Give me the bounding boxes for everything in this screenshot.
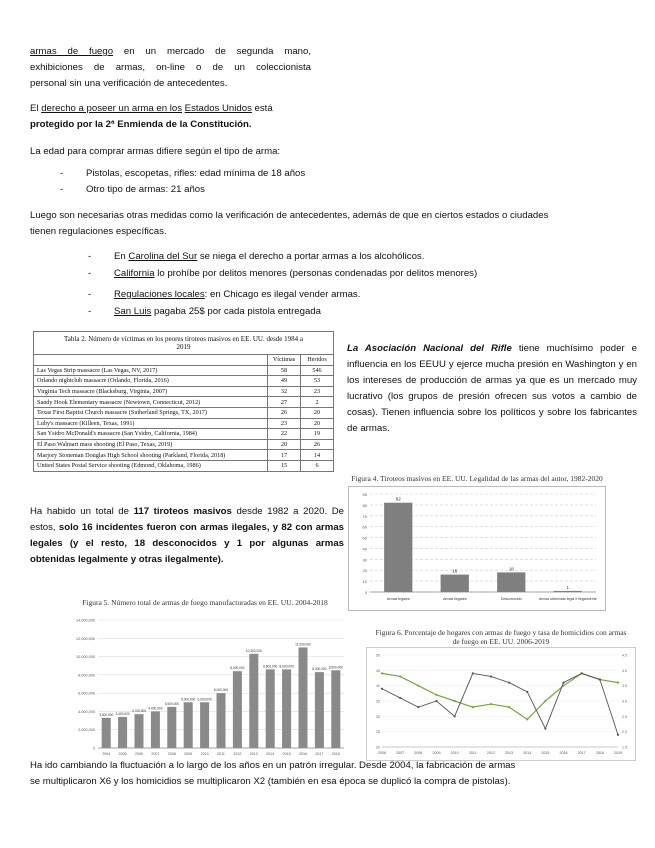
table-cell: 26 — [268, 407, 301, 418]
data-point — [454, 715, 456, 717]
y-right-tick-label: 1.5 — [622, 745, 627, 750]
shootings-paragraph: Ha habido un total de 117 tiroteos masivos desde 1982 a 2020. De estos, solo 16 incidentes fueron con armas ilegales, y 82 con armas legales (y el resto, 18 desconocidos y 1 por algunas armas obtenidas legalmente y otras ilegalmente). — [30, 506, 344, 565]
y-left-tick-label: 35 — [376, 699, 380, 704]
data-label: 82 — [395, 496, 401, 502]
x-tick-label: 2013 — [249, 752, 258, 756]
table-cell: 20 — [301, 418, 334, 429]
list-item: - San Luis pagaba 25$ por cada pistola entregada — [88, 303, 628, 320]
link-california[interactable]: California — [114, 268, 155, 279]
figure-6 — [366, 628, 636, 761]
age-intro: La edad para comprar armas difiere según el tipo de arma: — [30, 146, 281, 157]
bar — [315, 672, 324, 748]
x-tick-label: 2018 — [331, 752, 340, 756]
data-point — [472, 672, 474, 674]
y-tick-label: 90 — [362, 492, 367, 497]
chart-frame — [367, 648, 636, 761]
y-right-tick-label: 3.0 — [622, 699, 627, 704]
y-tick-label: 8,000,000 — [78, 673, 95, 678]
y-left-tick-label: 45 — [376, 668, 380, 673]
x-tick-label: Armas ilegales — [442, 597, 467, 601]
intro-line-2: exhibiciones de armas, on-line o de un coleccionista — [30, 62, 311, 73]
data-point — [417, 706, 419, 708]
data-label: 8,600,000 — [263, 664, 278, 669]
y-tick-label: 50 — [362, 535, 367, 541]
table-cell: 20 — [268, 439, 301, 450]
luego-paragraph: Luego son necesarias otras medidas como la verificación de antecedentes, además de que en ciertos estados o ciudades tienen regulaciones específicas. — [30, 210, 549, 237]
data-point — [508, 682, 510, 684]
intro-line-1: armas de fuego en un mercado de segunda mano, — [30, 46, 311, 57]
table-cell: 26 — [301, 439, 334, 450]
table-cell: Luby's massacre (Killeen, Texas, 1991) — [34, 418, 268, 429]
link-estados-unidos[interactable]: Estados Unidos — [184, 103, 252, 114]
col-header-heridos: Heridos — [301, 355, 334, 366]
y-left-tick-label: 40 — [376, 684, 380, 689]
x-tick-label: 2016 — [559, 751, 568, 755]
table-cell: Marjory Stoneman Douglas High School shooting (Parkland, Florida, 2018) — [34, 450, 268, 461]
data-label: 16 — [452, 568, 458, 574]
x-tick-label: 2011 — [468, 751, 477, 755]
data-point — [435, 700, 437, 702]
bar — [134, 714, 143, 748]
data-label: 10,300,000 — [245, 648, 262, 653]
x-tick-label: 2008 — [167, 752, 176, 756]
link-armas-de-fuego[interactable]: armas de fuego — [30, 46, 114, 57]
table-cell: 53 — [301, 376, 334, 387]
bar — [118, 717, 127, 748]
table-row — [34, 418, 334, 429]
x-tick-label: 2007 — [151, 752, 160, 756]
bar — [282, 669, 291, 748]
table-cell: 32 — [268, 386, 301, 397]
x-tick-label: Armas legales — [386, 597, 410, 601]
y-tick-label: 70 — [362, 513, 367, 519]
bar — [167, 707, 176, 748]
table-cell: 15 — [268, 460, 301, 471]
col-header-victimas: Víctimas — [268, 355, 301, 366]
data-point — [526, 691, 528, 693]
x-tick-label: 2010 — [450, 751, 459, 755]
figure-4 — [348, 474, 606, 611]
x-tick-label: 2006 — [378, 751, 386, 755]
y-left-tick-label: 50 — [376, 653, 380, 658]
x-tick-label: 2015 — [541, 751, 550, 755]
data-label: 8,600,000 — [279, 664, 294, 669]
regulations-list — [88, 248, 628, 320]
intro-paragraph — [30, 44, 311, 92]
x-tick-label: 2018 — [595, 751, 604, 755]
bar — [233, 671, 242, 748]
x-tick-label: 2010 — [200, 752, 209, 756]
data-point — [544, 700, 546, 702]
y-tick-label: 14,000,000 — [75, 618, 95, 623]
data-label: 4,500,000 — [164, 701, 179, 706]
table-row — [34, 397, 334, 408]
data-point — [472, 706, 474, 708]
link-derecho-poseer-arma[interactable]: derecho a poseer un arma en los — [41, 103, 182, 114]
x-tick-label: 2014 — [523, 751, 532, 755]
table-cell: United States Postal Service shooting (Edmond, Oklahoma, 1986) — [34, 460, 268, 471]
data-point — [617, 734, 619, 736]
y-tick-label: 60 — [362, 524, 367, 530]
data-label: 6,000,000 — [213, 688, 229, 693]
table-cell: Orlando nightclub massacre (Orlando, Florida, 2016) — [34, 376, 268, 387]
bar — [331, 670, 340, 748]
data-label: 3,700,000 — [131, 709, 147, 714]
victims-table-figure — [33, 331, 334, 472]
x-tick-label: 2008 — [414, 751, 423, 755]
figure-4-caption: Figura 4. Tiroteos masivos en EE. UU. Legalidad de las armas del autor, 1982-2020 — [351, 474, 603, 483]
data-label: 3,300,000 — [99, 712, 114, 717]
data-point — [490, 703, 492, 705]
x-tick-label: 2009 — [432, 751, 441, 755]
x-tick-label: 2014 — [266, 752, 275, 756]
intro-line-3: personal sin una verificación de antecedentes. — [30, 78, 228, 89]
bar — [216, 693, 225, 748]
data-point — [399, 675, 401, 677]
link-san-luis[interactable]: San Luis — [114, 306, 152, 317]
data-label: 3,400,000 — [115, 711, 130, 716]
table-cell: 20 — [301, 407, 334, 418]
figure-6-caption: Figura 6. Porcentaje de hogares con armas de fuego y tasa de homicidios con armas de fuego en EE. UU. 2006-2019 — [375, 628, 627, 646]
table-cell: 2 — [301, 397, 334, 408]
table-cell: 6 — [301, 460, 334, 471]
figure-5 — [60, 598, 350, 760]
table-cell: 22 — [268, 429, 301, 440]
link-regulaciones-locales[interactable]: Regulaciones locales — [114, 289, 205, 300]
nra-paragraph: La Asociación Nacional del Rifle tiene muchísimo poder e influencia en los EEUU y ejerce mucha presión en Washington y en los intereses de producción de armas ya que es un mercado muy lucrativo (los grupos de presión ofrecen sus votos a cambio de cosas). Tienen influencia sobre los políticos y sobre los fabricantes de armas. — [347, 343, 637, 434]
link-carolina-del-sur[interactable]: Carolina del Sur — [128, 251, 198, 262]
table-cell: Las Vegas Strip massacre (Las Vegas, NV, 2017) — [34, 365, 268, 376]
y-tick-label: 2,000,000 — [78, 728, 95, 733]
y-right-tick-label: 3.5 — [622, 684, 627, 689]
table-cell: 19 — [301, 429, 334, 440]
table-cell: 58 — [268, 365, 301, 376]
table-cell: Sandy Hook Elementary massacre (Newtown, Connecticut, 2012) — [34, 397, 268, 408]
x-tick-label: 2005 — [118, 752, 127, 756]
figure-5-caption: Figura 5. Número total de armas de fuego manufacturadas en EE. UU. 2004-2018 — [82, 598, 328, 607]
second-amendment-paragraph: El derecho a poseer un arma en los Estados Unidos está protegido por la 2ª Enmienda de la Constitución. — [30, 103, 273, 130]
data-point — [581, 672, 583, 674]
y-tick-label: 0 — [364, 590, 367, 595]
table-row — [34, 460, 334, 471]
x-tick-label: 2004 — [102, 752, 111, 756]
table-row — [34, 450, 334, 461]
table-row — [34, 429, 334, 440]
data-label: 18 — [508, 566, 514, 572]
data-label: 8,400,000 — [230, 666, 245, 671]
y-tick-label: 6,000,000 — [78, 691, 95, 696]
y-left-tick-label: 20 — [376, 745, 380, 750]
x-tick-label: 2016 — [299, 752, 307, 756]
fluctuation-paragraph: Ha ido cambiando la fluctuación a lo largo de los años en un patrón irregular. Desde 2004, la fabricación de armas se multiplicaron X6 y los homicidios se multiplicaron X2 (también en esa época se duplicó la compra de pistolas). — [30, 760, 516, 787]
victims-table — [33, 331, 334, 472]
data-point — [381, 688, 383, 690]
x-tick-label: 2007 — [396, 751, 405, 755]
data-label: 8,300,000 — [312, 667, 327, 672]
bar — [441, 575, 469, 592]
x-tick-label: Desconocido — [500, 597, 522, 601]
series-line — [382, 673, 618, 719]
data-label: 1 — [566, 584, 570, 590]
data-point — [417, 685, 419, 687]
y-tick-label: 4,000,000 — [78, 709, 95, 714]
y-tick-label: 10 — [362, 579, 367, 585]
x-tick-label: 2012 — [486, 751, 495, 755]
figure-4-chart — [348, 486, 606, 611]
table-cell: El Paso Walmart mass shooting (El Paso, Texas, 2019) — [34, 439, 268, 450]
list-item: - Regulaciones locales: en Chicago es ilegal vender armas. — [88, 286, 628, 303]
data-label: 5,000,000 — [197, 697, 212, 702]
table-cell: Texas First Baptist Church massacre (Sutherland Springs, TX, 2017) — [34, 407, 268, 418]
figure-5-chart — [60, 610, 350, 760]
bar — [266, 669, 275, 748]
table-cell: 27 — [268, 397, 301, 408]
x-tick-label: 2012 — [233, 752, 242, 756]
data-label: 4,000,000 — [148, 706, 163, 711]
list-item: - California lo prohíbe por delitos menores (personas condenadas por delitos menores) — [88, 265, 628, 282]
y-right-tick-label: 2.5 — [622, 714, 627, 719]
y-tick-label: 30 — [362, 557, 367, 563]
data-point — [490, 675, 492, 677]
y-tick-label: 0 — [92, 746, 95, 751]
table-row — [34, 407, 334, 418]
table-row — [34, 386, 334, 397]
y-left-tick-label: 30 — [376, 714, 380, 719]
x-tick-label: 2017 — [577, 751, 586, 755]
list-item: - En Carolina del Sur se niega el derecho a portar armas a los alcohólicos. — [88, 248, 628, 265]
data-point — [454, 700, 456, 702]
y-tick-label: 40 — [362, 546, 367, 552]
list-item: - Otro tipo de armas: 21 años — [60, 182, 480, 198]
table-cell: 23 — [268, 418, 301, 429]
table-cell: 17 — [268, 450, 301, 461]
y-right-tick-label: 2.0 — [622, 730, 627, 735]
data-point — [617, 682, 619, 684]
table-row — [34, 365, 334, 376]
bar — [298, 647, 307, 748]
table-cell: 49 — [268, 376, 301, 387]
bar — [184, 702, 193, 748]
x-tick-label: 2013 — [505, 751, 514, 755]
bar — [151, 711, 160, 748]
x-tick-label: Armas obtenidas legal e ilegalmente — [538, 597, 597, 601]
table-cell: 14 — [301, 450, 334, 461]
x-tick-label: 2011 — [217, 752, 225, 756]
bar — [384, 503, 412, 592]
data-point — [508, 706, 510, 708]
bar — [249, 654, 258, 748]
bar — [497, 572, 525, 592]
data-point — [381, 672, 383, 674]
x-tick-label: 2015 — [282, 752, 291, 756]
x-tick-label: 2009 — [184, 752, 193, 756]
y-left-tick-label: 25 — [376, 730, 380, 735]
y-right-tick-label: 4.0 — [622, 668, 627, 673]
y-tick-label: 10,000,000 — [75, 655, 95, 660]
data-point — [526, 718, 528, 720]
table-cell: 23 — [301, 386, 334, 397]
table-header-row — [34, 355, 334, 366]
x-tick-label: 2019 — [614, 751, 622, 755]
y-tick-label: 80 — [362, 502, 367, 508]
bar — [102, 718, 111, 748]
table-row — [34, 376, 334, 387]
y-tick-label: 20 — [362, 568, 367, 574]
nra-name: La Asociación Nacional del Rifle — [347, 343, 512, 354]
data-label: 5,000,000 — [181, 697, 196, 702]
series-line — [382, 673, 618, 734]
bar — [200, 702, 209, 748]
table-row — [34, 439, 334, 450]
data-label: 11,000,000 — [295, 642, 311, 647]
data-point — [544, 728, 546, 730]
table-cell: Virginia Tech massacre (Blacksburg, Virginia, 2007) — [34, 386, 268, 397]
y-tick-label: 12,000,000 — [75, 636, 95, 641]
data-point — [435, 694, 437, 696]
x-tick-label: 2006 — [135, 752, 143, 756]
data-point — [399, 697, 401, 699]
data-point — [562, 682, 564, 684]
age-list — [60, 166, 480, 198]
y-right-tick-label: 4.5 — [622, 653, 627, 658]
table-title: Tabla 2. Número de víctimas en los peores tiroteos masivos en EE. UU. desde 1984 a 2019 — [34, 332, 334, 355]
figure-6-chart — [366, 647, 636, 761]
data-label: 8,500,000 — [328, 665, 343, 670]
list-item: - Pistolas, escopetas, rifles: edad mínima de 18 años — [60, 166, 480, 182]
data-point — [599, 678, 601, 680]
table-cell: 546 — [301, 365, 334, 376]
x-tick-label: 2017 — [315, 752, 324, 756]
table-cell: San Ysidro McDonald's massacre (San Ysidro, California, 1984) — [34, 429, 268, 440]
bar — [554, 591, 582, 592]
